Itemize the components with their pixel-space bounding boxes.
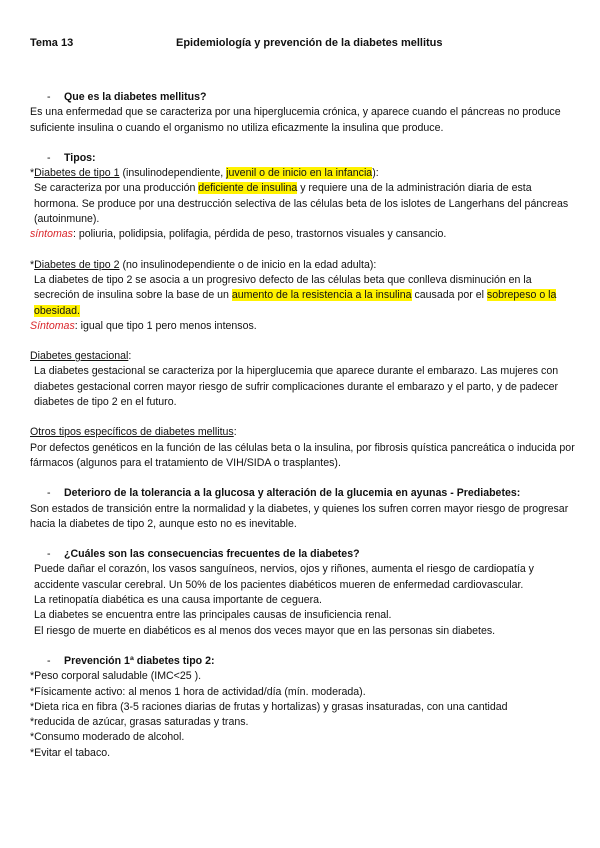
section-heading-consequences: - ¿Cuáles son las consecuencias frecuentes de la diabetes? (47, 548, 360, 561)
other-types-title: Otros tipos específicos de diabetes mellitus: (30, 426, 237, 439)
list-item: *Consumo moderado de alcohol. (30, 731, 185, 744)
highlight-insulin-resistance: aumento de la resistencia a la insulina (231, 289, 412, 302)
highlight-insulin-deficiency: deficiente de insulina (198, 182, 298, 195)
highlight-obesity: sobrepeso o la obesidad (34, 289, 557, 317)
consequences-text-4: El riesgo de muerte en diabéticos es al menos dos veces mayor que en las personas sin diabetes. (34, 624, 496, 637)
gestational-title: Diabetes gestacional: (30, 350, 132, 363)
list-item: *Peso corporal saludable (IMC<25 ). (30, 670, 202, 683)
definition-text: Es una enfermedad que se caracteriza por una hiperglucemia crónica, y aparece cuando el páncreas no produce suficiente insulina o cuando el organismo no utiliza eficazmente la insulina que produce. (30, 106, 561, 134)
list-item: *Evitar el tabaco. (30, 746, 111, 759)
list-item: *reducida de azúcar, grasas saturadas y trans. (30, 716, 249, 729)
type1-title: *Diabetes de tipo 1 (insulinodependiente, juvenil o de inicio en la infancia): (30, 167, 379, 180)
list-item: *Dieta rica en fibra (3-5 raciones diarias de frutas y hortalizas) y grasas insaturadas, con una cantidad (30, 700, 508, 713)
type1-symptoms: síntomas: poliuria, polidipsia, polifagia, pérdida de peso, trastornos visuales y cansancio. (30, 228, 447, 241)
gestational-text: La diabetes gestacional se caracteriza por la hiperglucemia que aparece durante el embarazo. Las mujeres con diabetes gestacional corren mayor riesgo de sufrir complicaciones durante el embarazo y el parto, y de padecer diabetes de tipo 2 en el futuro. (34, 365, 559, 409)
consequences-text-2: La retinopatía diabética es una causa importante de ceguera. (34, 594, 322, 607)
other-types-text: Por defectos genéticos en la función de las células beta o la insulina, por fibrosis quística pancreática o inducida por fármacos (algunos para el tratamiento de VIH/SIDA o trasplantes). (30, 441, 575, 469)
section-heading-types: - Tipos: (47, 151, 96, 164)
section-heading-prevention: - Prevención 1ª diabetes tipo 2: (47, 654, 215, 667)
type2-symptoms: Síntomas: igual que tipo 1 pero menos intensos. (30, 319, 257, 332)
section-heading-prediabetes: - Deterioro de la tolerancia a la glucosa y alteración de la glucemia en ayunas - Prediabetes: (47, 487, 521, 500)
list-item: *Físicamente activo: al menos 1 hora de actividad/día (mín. moderada). (30, 685, 366, 698)
type2-title: *Diabetes de tipo 2 (no insulinodependiente o de inicio en la edad adulta): (30, 258, 377, 271)
type2-description: La diabetes de tipo 2 se asocia a un progresivo defecto de las células beta que conlleva disminución en la secreción de insulina sobre la base de un aumento de la resistencia a la insulina causada por el sobrepeso o la obesidad. (34, 273, 557, 317)
highlight-juvenile: juvenil o de inicio en la infancia (226, 167, 373, 180)
prediabetes-text: Son estados de transición entre la normalidad y la diabetes, y quienes los sufren corren mayor riesgo de progresar hacia la diabetes de tipo 2, aunque esto no es inevitable. (30, 502, 569, 530)
document-body (30, 90, 575, 761)
type1-description: Se caracteriza por una producción deficiente de insulina y requiere una de la administración diaria de esta hormona. Se produce por una destrucción selectiva de las células beta de los islotes de Langerhans del páncreas (autoinmune). (34, 182, 569, 226)
page-title: Epidemiología y prevención de la diabetes mellitus (176, 37, 443, 49)
consequences-text-3: La diabetes se encuentra entre las principales causas de insuficiencia renal. (34, 609, 392, 622)
consequences-text-1: Puede dañar el corazón, los vasos sanguíneos, nervios, ojos y riñones, aumenta el riesgo de cardiopatía y accidente vascular cerebral. Un 50% de los pacientes diabéticos mueren de enfermedad cardiovascular. (34, 563, 534, 591)
section-heading-definition: - Que es la diabetes mellitus? (47, 91, 207, 103)
topic-number: Tema 13 (30, 37, 74, 49)
